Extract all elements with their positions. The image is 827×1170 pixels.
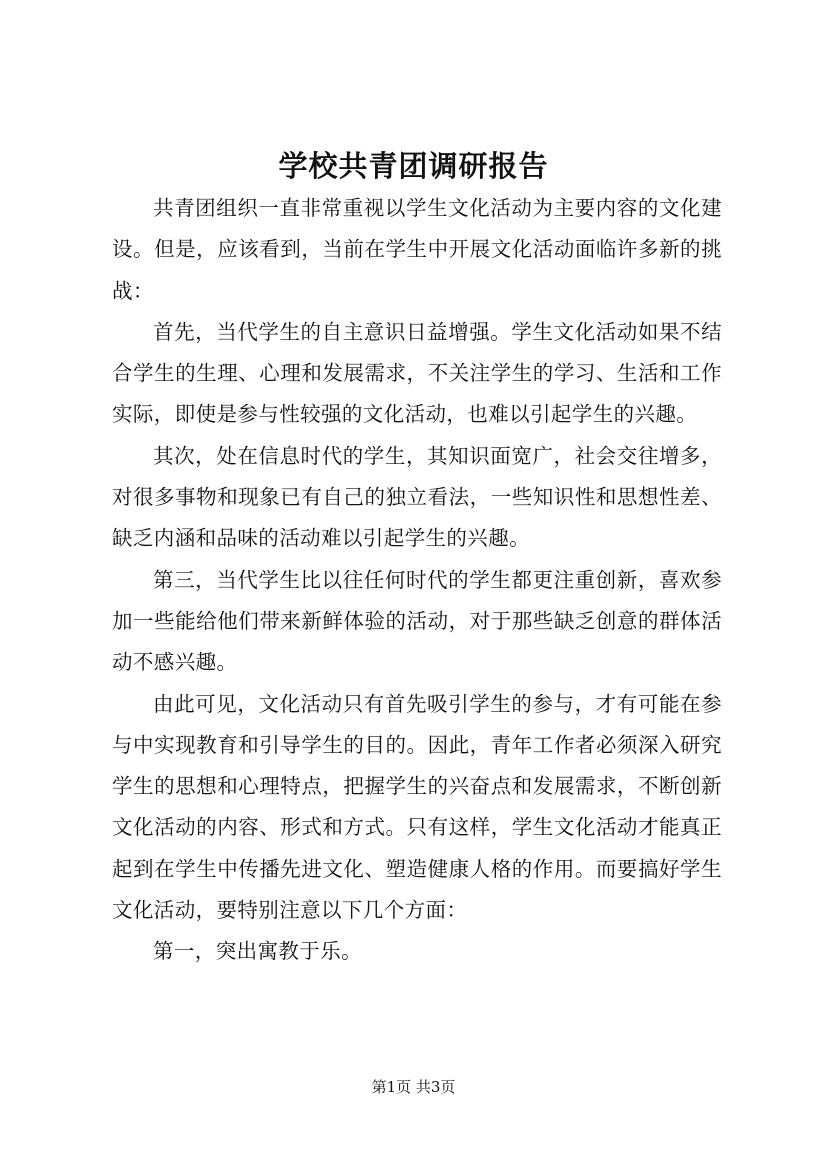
page-footer: 第1页 共3页 [371,1078,456,1096]
paragraph-first: 首先，当代学生的自主意识日益增强。学生文化活动如果不结合学生的生理、心理和发展需求，不关注学生的学习、生活和工作实际，即使是参与性较强的文化活动，也难以引起学生的兴趣。 [112,319,722,427]
document-title: 学校共青团调研报告 [278,149,549,183]
document-body [112,188,722,973]
paragraph-point-one: 第一，突出寓教于乐。 [153,939,362,964]
paragraph-second: 其次，处在信息时代的学生，其知识面宽广，社会交往增多，对很多事物和现象已有自己的独立看法，一些知识性和思想性差、缺乏内涵和品味的活动难以引起学生的兴趣。 [112,443,722,551]
paragraph-intro: 共青团组织一直非常重视以学生文化活动为主要内容的文化建设。但是，应该看到，当前在学生中开展文化活动面临许多新的挑战： [112,196,722,303]
paragraph-third: 第三，当代学生比以往任何时代的学生都更注重创新，喜欢参加一些能给他们带来新鲜体验的活动，对于那些缺乏创意的群体活动不感兴趣。 [112,567,722,675]
paragraph-conclusion: 由此可见，文化活动只有首先吸引学生的参与，才有可能在参与中实现教育和引导学生的目的。因此，青年工作者必须深入研究学生的思想和心理特点，把握学生的兴奋点和发展需求，不断创新文化活动的内容、形式和方式。只有这样，学生文化活动才能真正起到在学生中传播先进文化、塑造健康人格的作用。而要搞好学生文化活动，要特别注意以下几个方面： [112,691,722,923]
